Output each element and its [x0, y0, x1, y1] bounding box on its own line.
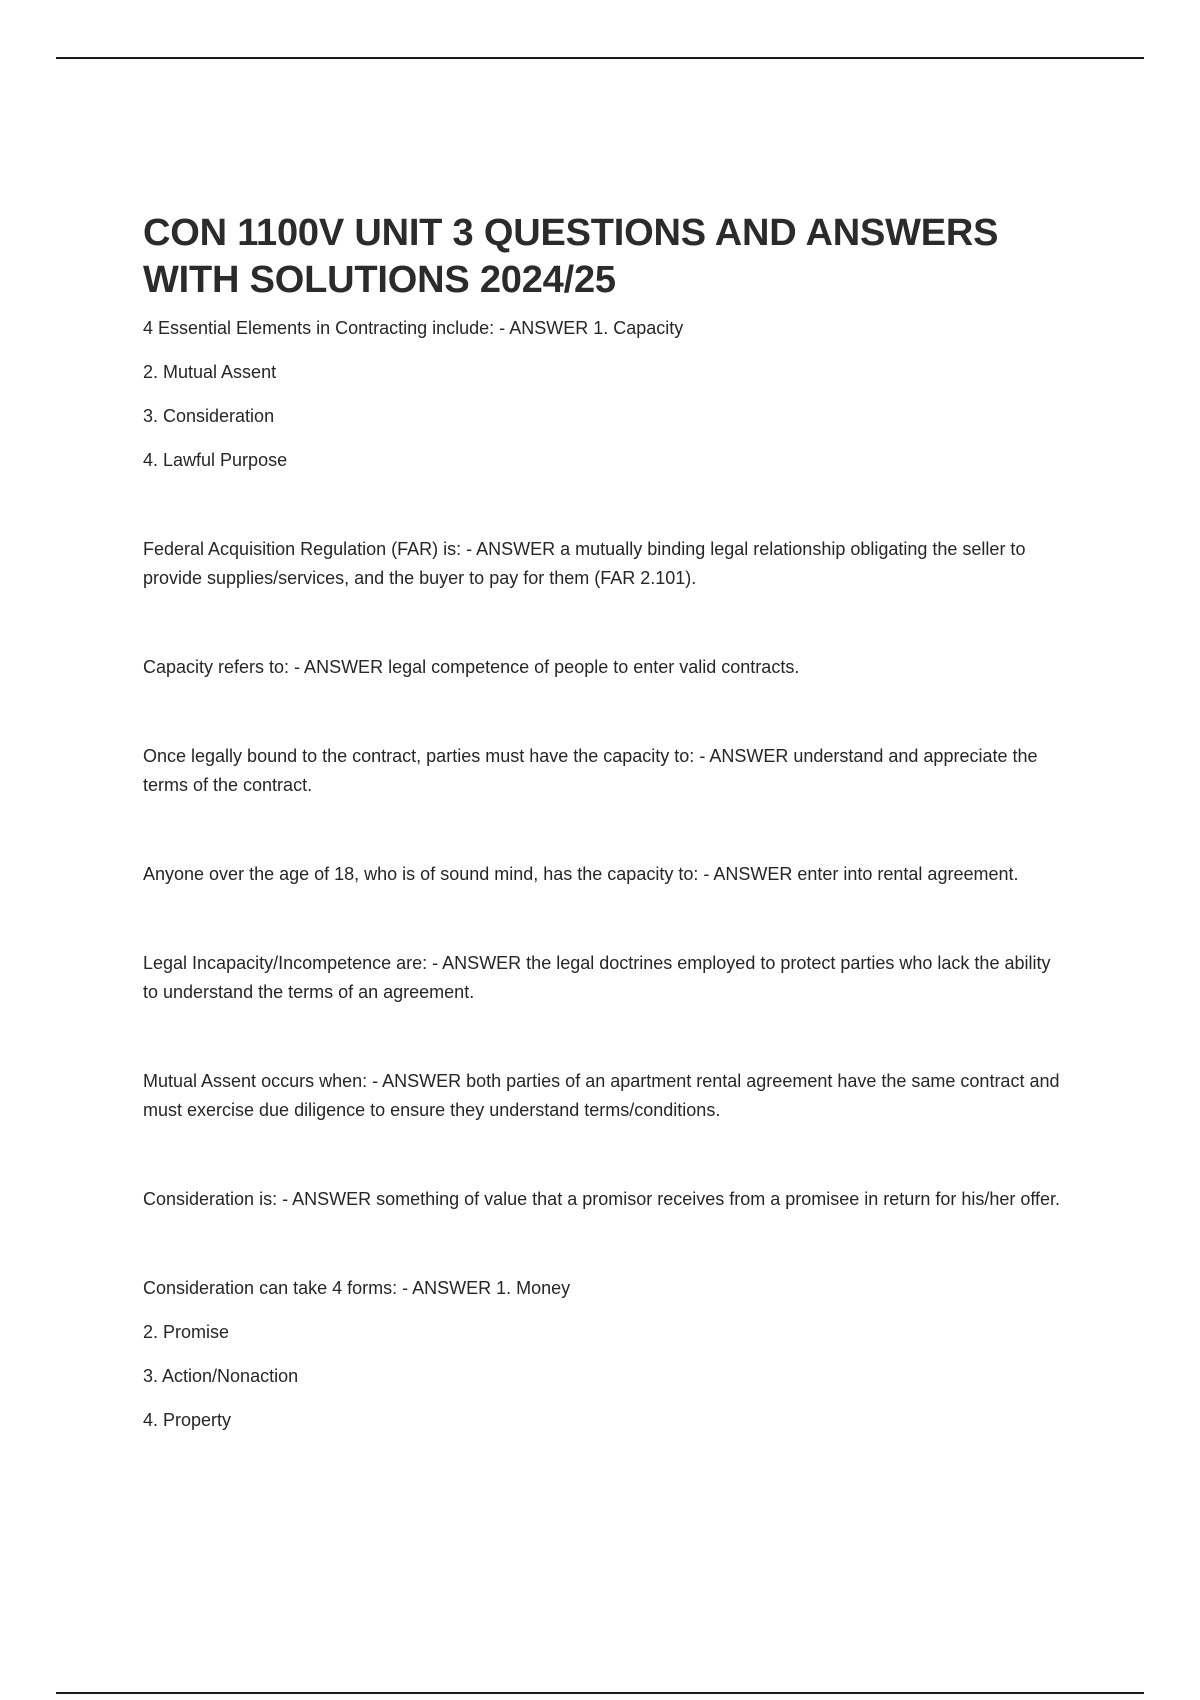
qa-list [143, 314, 1063, 1435]
qa-question: Capacity refers to: - ANSWER legal competence of people to enter valid contracts. [143, 657, 800, 677]
qa-entry [143, 1274, 1063, 1435]
qa-list-item: 4. Property [143, 1410, 232, 1430]
qa-entry [143, 1067, 1063, 1125]
document-title: CON 1100V UNIT 3 QUESTIONS AND ANSWERS WITH SOLUTIONS 2024/25 [143, 212, 999, 301]
document-body [143, 210, 1063, 1495]
qa-question: Consideration can take 4 forms: - ANSWER 1. Money [143, 1278, 571, 1298]
qa-question: Anyone over the age of 18, who is of sound mind, has the capacity to: - ANSWER enter into rental agreement. [143, 864, 1019, 884]
qa-entry [143, 653, 1063, 682]
qa-entry [143, 535, 1063, 593]
qa-question: Once legally bound to the contract, parties must have the capacity to: - ANSWER understand and appreciate the terms of the contract. [143, 746, 1038, 795]
footer-rule [56, 1692, 1144, 1694]
qa-entry [143, 860, 1063, 889]
qa-entry [143, 742, 1063, 800]
qa-question: Mutual Assent occurs when: - ANSWER both parties of an apartment rental agreement have the same contract and must exercise due diligence to ensure they understand terms/conditions. [143, 1071, 1060, 1120]
qa-list-item: 2. Mutual Assent [143, 362, 277, 382]
qa-list-item: 2. Promise [143, 1322, 230, 1342]
qa-question: Consideration is: - ANSWER something of value that a promisor receives from a promisee in return for his/her offer. [143, 1189, 1061, 1209]
qa-question: Federal Acquisition Regulation (FAR) is: - ANSWER a mutually binding legal relationship obligating the seller to provide supplies/services, and the buyer to pay for them (FAR 2.101). [143, 539, 1026, 588]
header-rule [56, 57, 1144, 59]
qa-entry [143, 949, 1063, 1007]
qa-question: 4 Essential Elements in Contracting include: - ANSWER 1. Capacity [143, 318, 684, 338]
qa-list-item: 4. Lawful Purpose [143, 450, 288, 470]
qa-question: Legal Incapacity/Incompetence are: - ANSWER the legal doctrines employed to protect parties who lack the ability to understand the terms of an agreement. [143, 953, 1051, 1002]
qa-list-item: 3. Action/Nonaction [143, 1366, 299, 1386]
qa-entry [143, 314, 1063, 475]
qa-entry [143, 1185, 1063, 1214]
qa-list-item: 3. Consideration [143, 406, 275, 426]
